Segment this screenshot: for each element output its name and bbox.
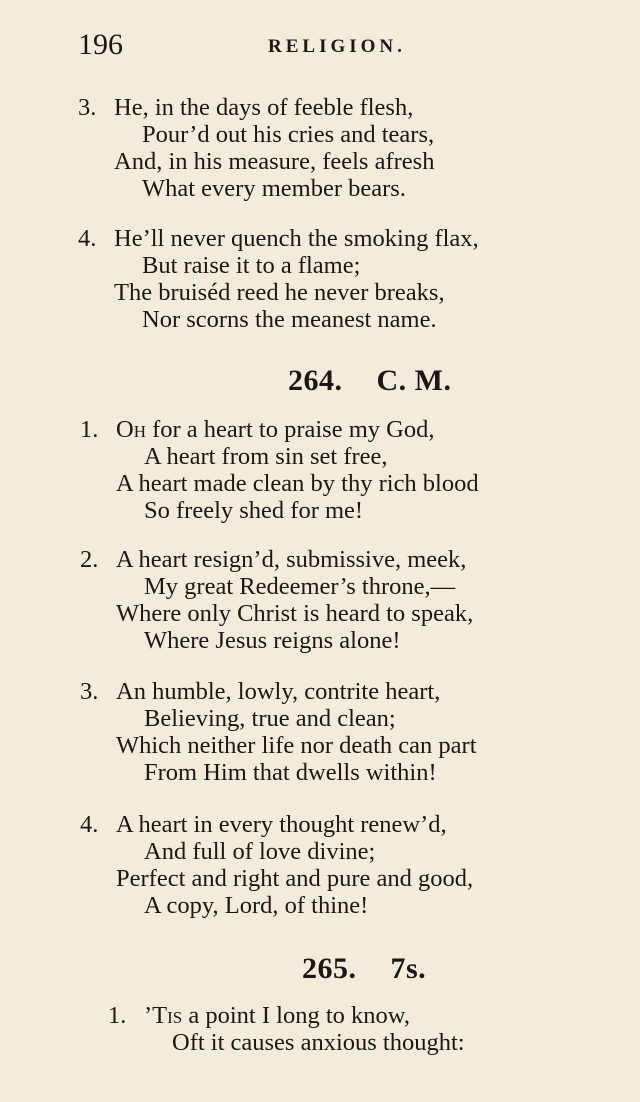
- stanza-264-4: [80, 811, 620, 919]
- verse-line: A copy, Lord, of thine!: [144, 892, 369, 919]
- verse-line: So freely shed for me!: [144, 497, 364, 524]
- stanza-265-1: [108, 1002, 628, 1056]
- first-word: Oh: [116, 416, 146, 443]
- verse-line: From Him that dwells within!: [144, 759, 437, 786]
- hymn-meter: 7s.: [390, 952, 427, 985]
- verse-line: Which neither life nor death can part: [116, 732, 477, 759]
- verse-line: He’ll never quench the smoking flax,: [114, 225, 479, 252]
- hymn-264-heading: [288, 364, 451, 398]
- verse-line: An humble, lowly, contrite heart,: [116, 678, 441, 705]
- stanza-number: 4.: [78, 225, 97, 252]
- verse-line: A heart resign’d, submissive, meek,: [116, 546, 467, 573]
- stanza-264-1: [80, 416, 620, 524]
- verse-line: And full of love divine;: [144, 838, 376, 865]
- verse-line: Perfect and right and pure and good,: [116, 865, 474, 892]
- verse-line: But raise it to a flame;: [142, 252, 361, 279]
- verse-line: A heart made clean by thy rich blood: [116, 470, 479, 497]
- verse-line: Oft it causes anxious thought:: [172, 1029, 465, 1056]
- verse-line: He, in the days of feeble flesh,: [114, 94, 414, 121]
- hymn-265-heading: [302, 952, 426, 986]
- verse-line: a point I long to know,: [182, 1002, 410, 1029]
- stanza-263-4: [78, 225, 618, 333]
- verse-line: My great Redeemer’s throne,—: [144, 573, 456, 600]
- stanza-number: 1.: [80, 416, 99, 443]
- hymn-number: 265.: [302, 952, 357, 985]
- verse-line: Pour’d out his cries and tears,: [142, 121, 435, 148]
- stanza-number: 2.: [80, 546, 99, 573]
- stanza-number: 4.: [80, 811, 99, 838]
- verse-line: A heart from sin set free,: [144, 443, 388, 470]
- first-word: ’Tis: [144, 1002, 183, 1029]
- verse-line: Where Jesus reigns alone!: [144, 627, 401, 654]
- stanza-263-3: [78, 94, 618, 202]
- verse-line: Where only Christ is heard to speak,: [116, 600, 474, 627]
- verse-line: for a heart to praise my God,: [145, 416, 435, 443]
- stanza-number: 3.: [80, 678, 99, 705]
- hymn-meter: C. M.: [376, 364, 452, 397]
- verse-line: And, in his measure, feels afresh: [114, 148, 435, 175]
- verse-line: Nor scorns the meanest name.: [142, 306, 437, 333]
- verse-line: The bruiséd reed he never breaks,: [114, 279, 445, 306]
- hymn-number: 264.: [288, 364, 343, 397]
- stanza-number: 1.: [108, 1002, 127, 1029]
- verse-line: A heart in every thought renew’d,: [116, 811, 447, 838]
- stanza-264-3: [80, 678, 620, 786]
- stanza-264-2: [80, 546, 620, 654]
- verse-line: What every member bears.: [142, 175, 406, 202]
- running-head: RELIGION.: [268, 36, 406, 57]
- verse-line: Believing, true and clean;: [144, 705, 396, 732]
- page-number: 196: [78, 28, 123, 61]
- stanza-number: 3.: [78, 94, 97, 121]
- page-header: [78, 28, 618, 68]
